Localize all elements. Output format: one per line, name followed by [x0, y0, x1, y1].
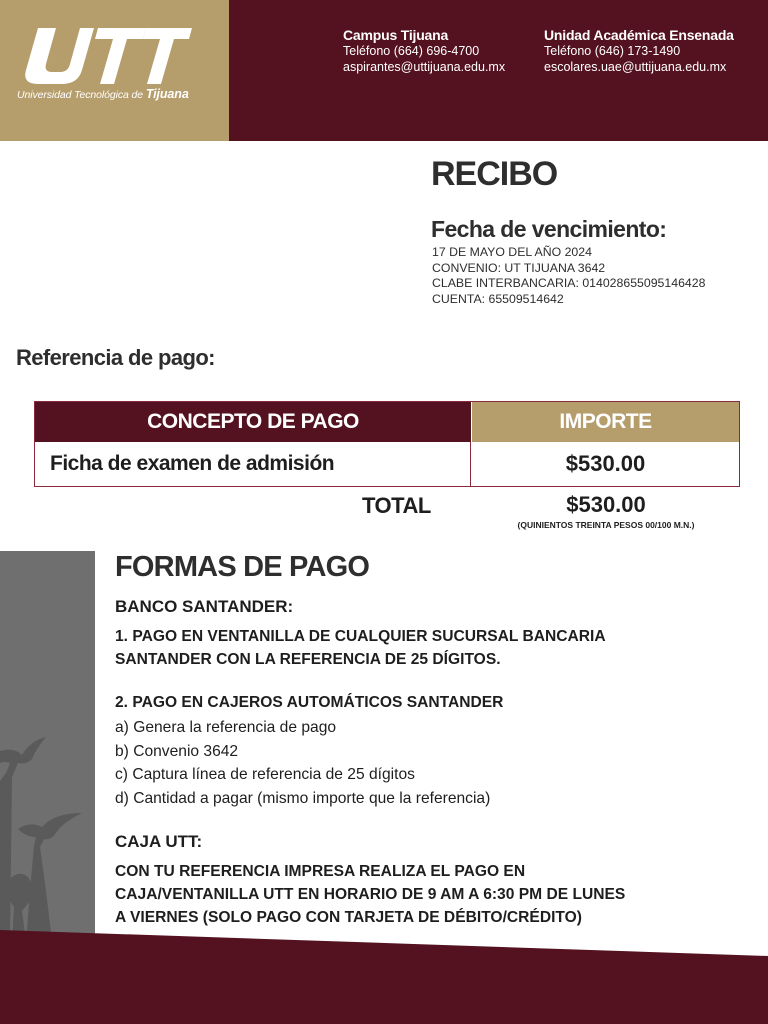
due-date-label: Fecha de vencimiento: — [431, 216, 667, 242]
footer-band — [0, 930, 768, 1024]
logo-tagline: Universidad Tecnológica de Tijuana — [17, 87, 189, 101]
logo-panel — [0, 0, 229, 141]
total-in-words: (QUINIENTOS TREINTA PESOS 00/100 M.N.) — [517, 520, 695, 530]
cuenta-value: CUENTA: 65509514642 — [432, 291, 564, 306]
bank-title: BANCO SANTANDER: — [115, 597, 294, 616]
total-label: TOTAL — [362, 493, 431, 518]
payment-methods-title: FORMAS DE PAGO — [115, 551, 370, 583]
payment-reference-label: Referencia de pago: — [16, 345, 215, 370]
caja-line-3: A VIERNES (SOLO PAGO CON TARJETA DE DÉBITO/CRÉDITO) — [115, 909, 582, 926]
contact-phone: Teléfono (646) 173-1490 — [544, 44, 681, 58]
bank-option-2-title: 2. PAGO EN CAJEROS AUTOMÁTICOS SANTANDER — [115, 694, 504, 711]
contact-title: Unidad Académica Ensenada — [544, 27, 734, 43]
page-header — [0, 0, 768, 141]
bank-option-1-line-2: SANTANDER CON LA REFERENCIA DE 25 DÍGITOS. — [115, 651, 501, 668]
contact-title: Campus Tijuana — [343, 27, 449, 43]
caja-instructions — [115, 860, 625, 929]
list-item: c) Captura línea de referencia de 25 dígitos — [115, 766, 415, 783]
caja-line-2: CAJA/VENTANILLA UTT EN HORARIO DE 9 AM A 6:30 PM DE LUNES — [115, 886, 626, 903]
convenio-value: CONVENIO: UT TIJUANA 3642 — [432, 260, 606, 275]
caja-title: CAJA UTT: — [115, 832, 203, 851]
column-header-concept: CONCEPTO DE PAGO — [35, 402, 471, 442]
contact-phone: Teléfono (664) 696-4700 — [343, 44, 480, 58]
payment-table — [34, 401, 740, 487]
list-item: a) Genera la referencia de pago — [115, 719, 337, 736]
column-header-amount: IMPORTE — [472, 402, 739, 442]
contact-unidad-ensenada — [544, 27, 734, 75]
clabe-value: CLABE INTERBANCARIA: 014028655095146428 — [432, 276, 706, 291]
receipt-title: RECIBO — [431, 155, 558, 193]
contact-campus-tijuana — [343, 27, 505, 75]
list-item: b) Convenio 3642 — [115, 742, 239, 760]
atm-steps-list — [115, 716, 490, 810]
caja-line-1: CON TU REFERENCIA IMPRESA REALIZA EL PAGO EN — [115, 863, 526, 880]
eagle-monument-icon — [0, 551, 95, 941]
utt-logo-icon — [16, 26, 192, 86]
side-panel — [0, 551, 95, 941]
total-value: $530.00 — [566, 492, 646, 517]
contact-email[interactable]: escolares.uae@uttijuana.edu.mx — [544, 59, 727, 74]
table-cell-amount: $530.00 — [565, 451, 646, 476]
bank-option-1 — [115, 625, 606, 671]
due-date-value: 17 DE MAYO DEL AÑO 2024 — [432, 245, 592, 259]
receipt-info — [432, 245, 705, 307]
bank-option-1-line-1: 1. PAGO EN VENTANILLA DE CUALQUIER SUCURSAL BANCARIA — [115, 628, 606, 645]
contact-email[interactable]: aspirantes@uttijuana.edu.mx — [343, 59, 506, 74]
list-item: d) Cantidad a pagar (mismo importe que la referencia) — [115, 789, 491, 807]
table-cell-concept: Ficha de examen de admisión — [35, 442, 471, 486]
